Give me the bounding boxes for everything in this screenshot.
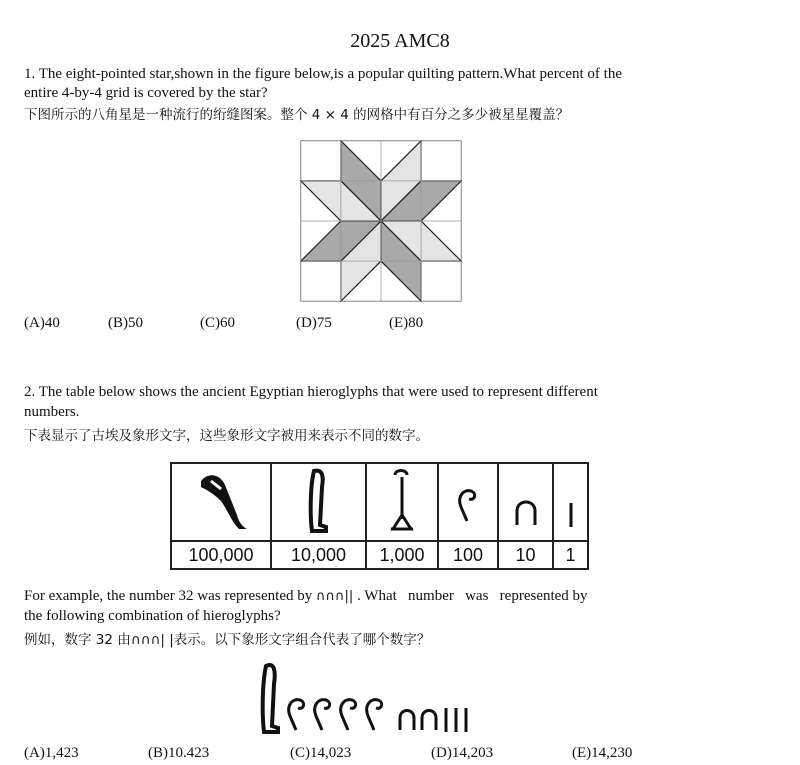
- q2-option-c[interactable]: (C)14,023: [290, 745, 352, 761]
- example-text-a: For example, the number 32 was represented by: [24, 588, 316, 604]
- coil-glyph-icon: [289, 700, 304, 730]
- coil-glyph-icon: [438, 463, 498, 541]
- q1-option-c[interactable]: (C)60: [200, 315, 235, 331]
- coil-glyph-icon: [341, 700, 356, 730]
- stroke-glyph-icon: [553, 463, 588, 541]
- finger-glyph-icon: [271, 463, 366, 541]
- lotus-glyph-icon: [366, 463, 438, 541]
- q2-option-e[interactable]: (E)14,230: [572, 745, 633, 761]
- hieroglyph-combination-figure: [258, 660, 498, 735]
- table-value: 1: [553, 541, 588, 569]
- q2-option-a[interactable]: (A)1,423: [24, 745, 79, 761]
- q1-text: entire 4-by-4 grid is covered by the star?: [24, 85, 268, 101]
- example-cn-a: 例如，数字 32 由: [24, 632, 131, 648]
- example-cn-b: 表示。以下象形文字组合代表了哪个数字？: [173, 632, 431, 648]
- q1-option-e[interactable]: (E)80: [389, 315, 424, 331]
- example-text-b: . What number was represented by: [353, 588, 588, 604]
- lotus-tadpole-glyph-icon: [171, 463, 271, 541]
- table-value: 10: [498, 541, 553, 569]
- coil-glyph-icon: [315, 700, 330, 730]
- q2-text: numbers.: [24, 404, 80, 420]
- heel-glyph-icon: [498, 463, 553, 541]
- q2-text-cn: 下表显示了古埃及象形文字，这些象形文字被用来表示不同的数字。: [24, 428, 429, 444]
- q1-text-cn: 下图所示的八角星是一种流行的绗缝图案。整个 4 × 4 的网格中有百分之多少被星星覆盖？: [24, 107, 570, 123]
- star-figure: [300, 140, 462, 302]
- q1-option-a[interactable]: (A)40: [24, 315, 60, 331]
- heel-glyph-icon: [400, 711, 414, 731]
- table-value: 100: [438, 541, 498, 569]
- q2-text: 2. The table below shows the ancient Egyptian hieroglyphs that were used to represent different: [24, 384, 598, 400]
- q1-text: 1. The eight-pointed star,shown in the figure below,is a popular quilting pattern.What percent of the: [24, 66, 622, 82]
- hieroglyph-table: [170, 462, 589, 570]
- example-cn-glyphs: ∩∩∩| |: [130, 632, 174, 648]
- table-value: 1,000: [366, 541, 438, 569]
- stroke-glyph-icon: [446, 708, 466, 732]
- table-value: 10,000: [271, 541, 366, 569]
- coil-glyph-icon: [367, 700, 382, 730]
- q1-option-d[interactable]: (D)75: [296, 315, 332, 331]
- heel-glyph-icon: [422, 711, 436, 731]
- example-text: [24, 587, 588, 606]
- page-title: 2025 AMC8: [350, 30, 450, 52]
- table-value: 100,000: [171, 541, 271, 569]
- q2-option-d[interactable]: (D)14,203: [431, 745, 494, 761]
- finger-glyph-icon: [263, 665, 278, 732]
- example-text: the following combination of hieroglyphs?: [24, 608, 281, 624]
- q1-option-b[interactable]: (B)50: [108, 315, 143, 331]
- q2-option-b[interactable]: (B)10.423: [148, 745, 210, 761]
- example-text-cn: [24, 631, 430, 649]
- example-glyphs: ∩∩∩||: [316, 589, 354, 604]
